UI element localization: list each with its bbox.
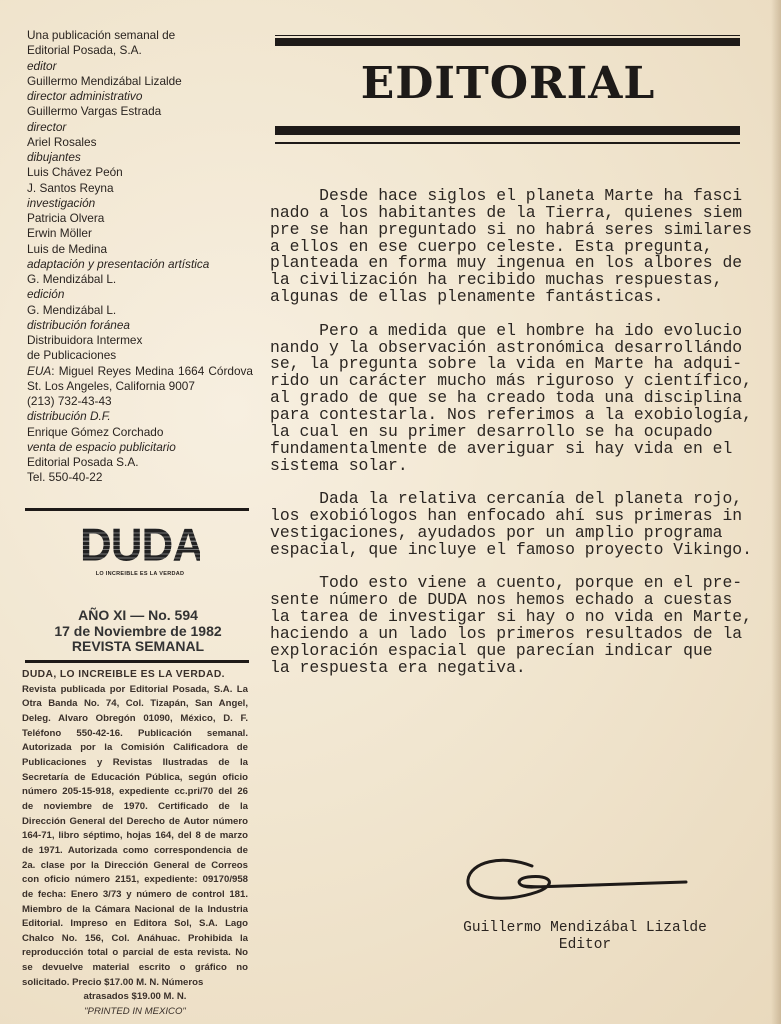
text-line: los exobiólogos han enfocado ahí sus primeras in <box>270 506 743 526</box>
masthead-name: Distribuidora Intermex <box>27 333 143 347</box>
signer-role: Editor <box>558 937 612 953</box>
title-rule-bottom-thin <box>275 142 740 144</box>
text-line: nado a los habitantes de la Tierra, quienes siem <box>270 202 743 222</box>
masthead-role: edición <box>27 287 65 302</box>
masthead-name: Enrique Gómez Corchado <box>27 424 164 439</box>
masthead-role: director <box>27 119 67 134</box>
text-line: Desde hace siglos el planeta Marte ha fasci <box>270 186 743 205</box>
masthead-eua <box>27 364 253 395</box>
signature <box>462 852 692 912</box>
text-line: la cual en su primer desarrollo se ha ocupado <box>270 421 713 441</box>
masthead-name: Una publicación semanal de <box>27 28 176 42</box>
masthead-name: J. Santos Reyna <box>27 180 114 195</box>
masthead-role: director administrativo <box>27 89 143 103</box>
eua-address: : Miguel Reyes Medina 1664 Córdova St. Los Angeles, California 9007 <box>27 363 253 393</box>
text-line: haciendo a un lado los primeros resultados de la <box>270 623 743 643</box>
legal-price-back-issues: atrasados $19.00 M. N. <box>83 991 187 1003</box>
masthead-name: Guillermo Vargas Estrada <box>27 104 162 119</box>
logo-tagline: LO INCREIBLE ES LA VERDAD <box>95 571 185 577</box>
page-title: EDITORIAL <box>360 58 656 109</box>
masthead-name: de Publicaciones <box>27 348 117 363</box>
legal-notice <box>22 668 248 1020</box>
text-line: la respuesta era negativa. <box>270 657 526 677</box>
editorial-body <box>270 188 752 693</box>
masthead-credits <box>27 28 253 486</box>
title-rule-bottom <box>275 126 740 135</box>
editorial-paragraph <box>270 320 752 475</box>
issue-type: REVISTA SEMANAL <box>71 638 205 654</box>
text-line: Pero a medida que el hombre ha ido evolucio <box>270 320 743 340</box>
text-line: al grado de que se ha creado toda una disciplina <box>270 388 743 408</box>
text-line: nando y la observación astronómica desarrollándo <box>270 337 743 357</box>
text-line: se, la pregunta sobre la vida en Marte ha adqui- <box>270 354 743 374</box>
duda-logo <box>80 519 204 577</box>
masthead-name: Erwin Möller <box>27 226 92 241</box>
masthead-name: (213) 732-43-43 <box>27 394 112 408</box>
editorial-paragraph <box>270 188 752 306</box>
text-line: la tarea de investigar si hay o no vida en Marte, <box>270 607 752 627</box>
masthead-name: Editorial Posada S.A. <box>27 455 139 469</box>
text-line: pre se han preguntado si no habrá seres similares <box>270 219 752 239</box>
issue-number: AÑO XI — No. 594 <box>78 607 198 623</box>
divider <box>25 508 249 511</box>
masthead-name: G. Mendizábal L. <box>27 272 117 286</box>
masthead-role: investigación <box>27 195 96 210</box>
text-line: espacial, que incluye el famoso proyecto Vikingo. <box>270 539 752 559</box>
masthead-name: Tel. 550-40-22 <box>27 470 103 485</box>
eua-label: EUA <box>27 363 52 378</box>
masthead-name: G. Mendizábal L. <box>27 302 117 317</box>
legal-text: Revista publicada por Editorial Posada, S.A. La Otra Banda No. 74, Col. Tizapán, San Angel, Deleg. Alvaro Obregón 01090, México, D. F. Teléfono 550-42-16. Publicación semanal. Autorizada por la Comisión Calificadora de Publicaciones y Revistas Ilustradas de la Secretaría de Educación Pública, según oficio número 205-15-918, expediente cc.pri/70 del 26 de noviembre de 1970. Certificado de la Dirección General del Derecho de Autor número 164-71, libro séptimo, hojas 164, del 8 de marzo de 1971. Autorizada como correspondencia de 2a. clase por la Dirección General de Correos con oficio número 2151, expediente: 09170/958 de fecha: Enero 3/73 y número de control 181. Miembro de la Cámara Nacional de la Industria Editorial. Impreso en Editora Sol, S.A. Lago Chalco No. 156, Col. Anáhuac. Prohibida la reproducción total o parcial de esta revista. No se devuelve material escrito o gráfico no solicitado. Precio $17.00 M. N. Números <box>22 683 248 988</box>
text-line: Dada la relativa cercanía del planeta rojo, <box>270 489 743 509</box>
text-line: sistema solar. <box>270 455 408 475</box>
masthead-name: Editorial Posada, S.A. <box>27 43 142 58</box>
text-line: algunas de ellas plenamente fantásticas. <box>270 287 664 307</box>
text-line: Todo esto viene a cuento, porque en el pre- <box>270 573 743 593</box>
issue-info <box>27 608 249 655</box>
text-line: planteada en forma muy ingenua en los albores de <box>270 253 743 273</box>
text-line: a ellos en ese cuerpo celeste. Esta pregunta, <box>270 236 713 256</box>
issue-date: 17 de Noviembre de 1982 <box>54 622 222 639</box>
logo-wordmark: DUDA <box>80 519 204 572</box>
editorial-paragraph <box>270 491 752 558</box>
masthead-role: distribución D.F. <box>27 409 111 424</box>
masthead-name: Guillermo Mendizábal Lizalde <box>27 73 182 88</box>
masthead-name: Patricia Olvera <box>27 211 105 225</box>
text-line: rido un carácter mucho más riguroso y científico, <box>270 371 752 391</box>
masthead-role: venta de espacio publicitario <box>27 439 176 454</box>
masthead-role: dibujantes <box>27 150 81 164</box>
title-rule-top <box>275 38 740 46</box>
text-line: exploración espacial que parecían indicar que <box>270 640 713 660</box>
signer-name: Guillermo Mendizábal Lizalde <box>463 920 707 936</box>
masthead-name: Luis de Medina <box>27 241 108 256</box>
printed-in-mexico: "PRINTED IN MEXICO" <box>84 1006 186 1018</box>
text-line: vestigaciones, ayudados por un amplio programa <box>270 522 723 542</box>
text-line: sente número de DUDA nos hemos echado a cuestas <box>270 590 733 610</box>
signer <box>430 920 740 954</box>
masthead-role: distribución foránea <box>27 317 130 332</box>
divider <box>25 660 249 663</box>
masthead-role: adaptación y presentación artística <box>27 256 210 271</box>
masthead-name: Ariel Rosales <box>27 134 97 149</box>
editorial-paragraph <box>270 575 752 676</box>
text-line: la civilización ha recibido muchas respuestas, <box>270 270 723 290</box>
masthead-role: editor <box>27 58 57 73</box>
title-rule-top-thin <box>275 35 740 36</box>
legal-heading: DUDA, LO INCREIBLE ES LA VERDAD. <box>22 669 225 680</box>
masthead-name: Luis Chávez Peón <box>27 165 123 180</box>
text-line: para contestarla. Nos referimos a la exobiología, <box>270 404 752 424</box>
page-spine-shadow <box>771 0 781 1024</box>
text-line: fundamentalmente de averiguar si hay vida en el <box>270 438 733 458</box>
